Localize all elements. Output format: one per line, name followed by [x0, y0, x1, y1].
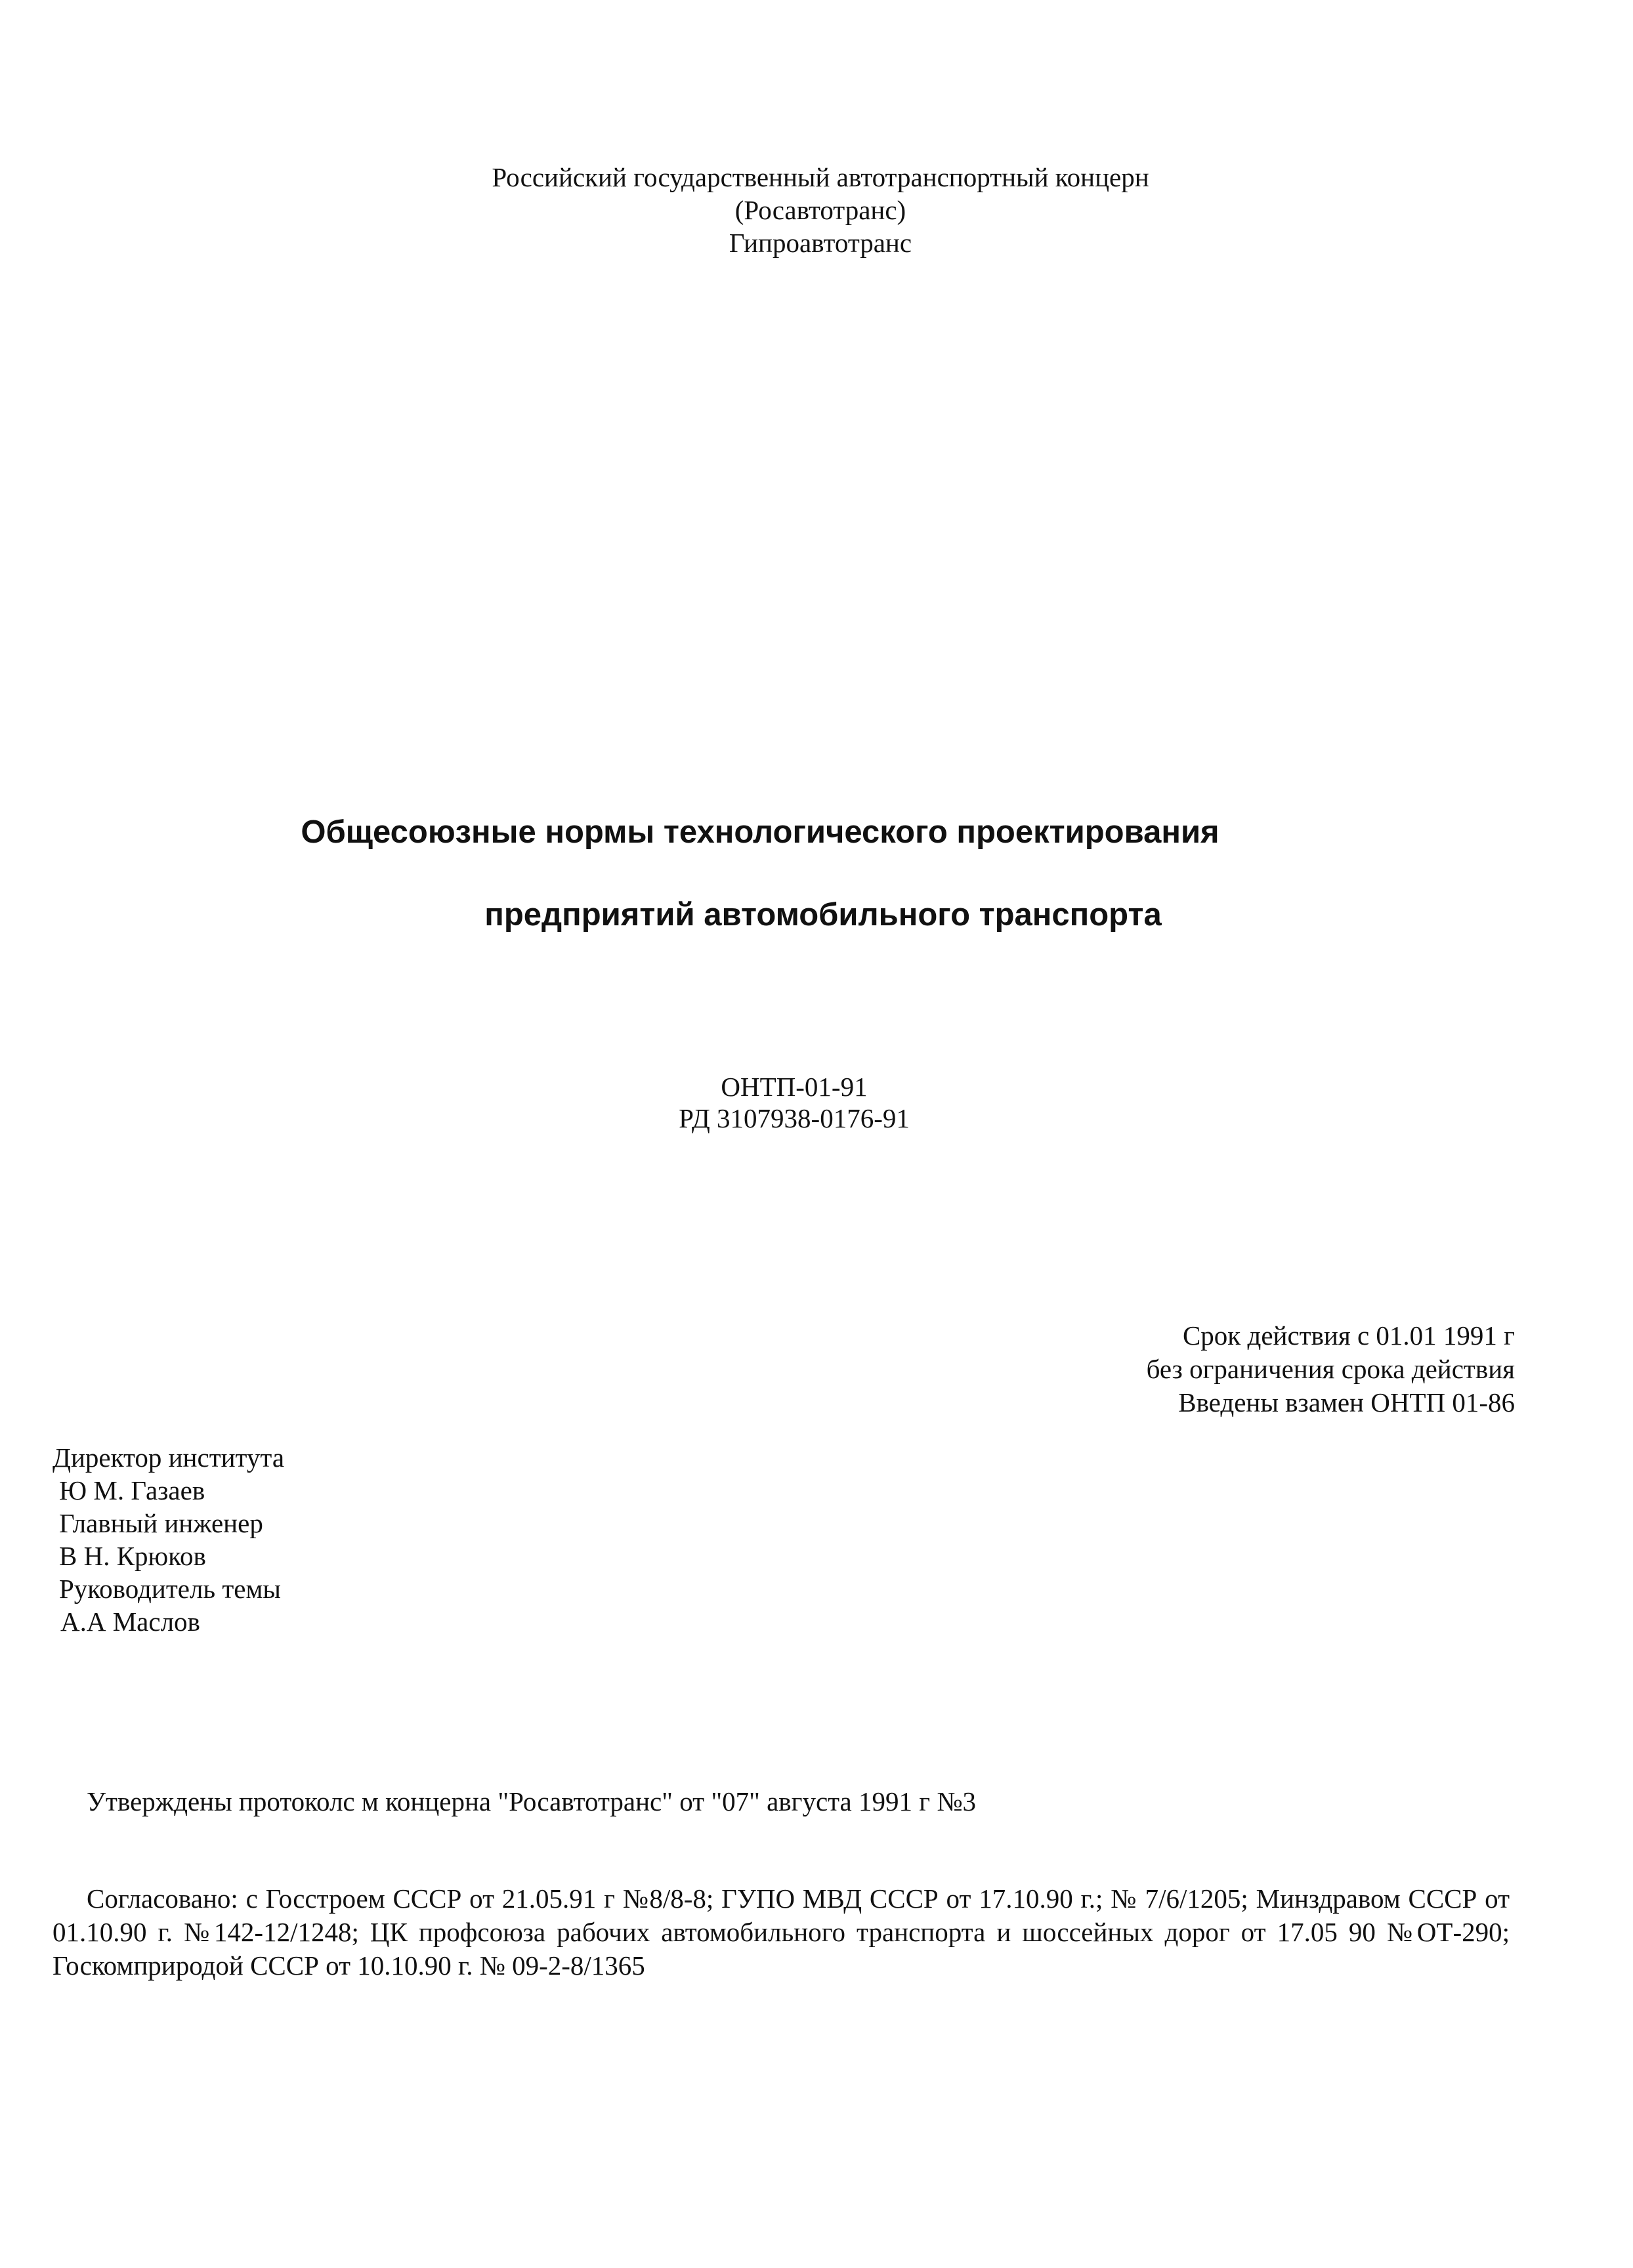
document-codes	[656, 1071, 932, 1134]
organization-name: Российский государственный автотранспортный концерн	[492, 162, 1149, 192]
validity-block	[924, 1319, 1515, 1419]
approval-statement: Утверждены протоколс м концерна "Росавтотранс" от "07" августа 1991 г №3	[87, 1786, 976, 1816]
agreement-statement: Согласовано: с Госстроем СССР от 21.05.91 г №8/8-8; ГУПО МВД СССР от 17.10.90 г.; № 7/6/1205; Минздравом СССР от 01.10.90 г. №142-12/1248; ЦК профсоюза рабочих автомобильного транспорта и шоссейных дорог от 17.05 90 №ОТ-290; Госкомприродой СССР от 10.10.90 г. № 09-2-8/1365	[53, 1883, 1510, 1981]
document-code-ontp: ОНТП-01-91	[721, 1072, 868, 1102]
staff-block	[53, 1441, 512, 1638]
validity-duration: без ограничения срока действия	[1146, 1354, 1515, 1384]
organization-header	[394, 161, 1247, 259]
institute-name: Гипроавтотранс	[729, 228, 912, 258]
director-title: Директор института	[53, 1442, 285, 1473]
document-title-line-1: Общесоюзные нормы технологического проектирования	[301, 814, 1219, 850]
document-title-line-2: предприятий автомобильного транспорта	[484, 897, 1162, 933]
director-name: Ю М. Газаев	[59, 1475, 205, 1505]
validity-replaces: Введены взамен ОНТП 01-86	[1178, 1387, 1515, 1418]
chief-engineer-name: В Н. Крюков	[59, 1541, 206, 1571]
document-code-rd: РД 3107938-0176-91	[679, 1103, 910, 1133]
validity-start: Срок действия с 01.01 1991 г	[1182, 1320, 1515, 1351]
topic-lead-title: Руководитель темы	[59, 1574, 281, 1604]
chief-engineer-title: Главный инженер	[59, 1508, 263, 1538]
topic-lead-name: А.А Маслов	[60, 1606, 200, 1637]
organization-short-name: (Росавтотранс)	[734, 195, 906, 225]
